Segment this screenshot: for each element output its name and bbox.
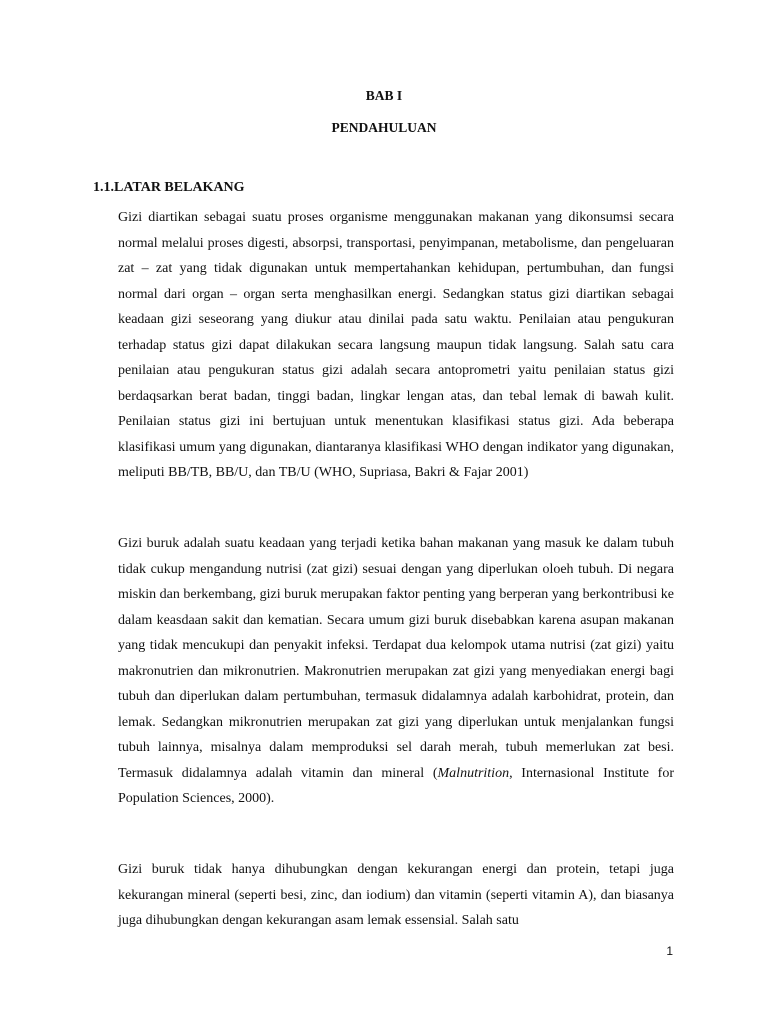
- page-number: 1: [666, 944, 673, 958]
- paragraph-3: Gizi buruk tidak hanya dihubungkan dengan kekurangan energi dan protein, tetapi juga kekurangan mineral (seperti besi, zinc, dan iodium) dan vitamin (seperti vitamin A), dan biasanya juga dihubungkan dengan kekurangan asam lemak essensial. Salah satu: [118, 862, 674, 928]
- chapter-title: PENDAHULUAN: [331, 120, 437, 135]
- paragraph-2-italic-term: Malnutrition: [437, 765, 510, 781]
- paragraph-1: Gizi diartikan sebagai suatu proses organisme menggunakan makanan yang dikonsumsi secara normal melalui proses digesti, absorpsi, transportasi, penyimpanan, metabolisme, dan pengeluaran zat – zat yang tidak digunakan untuk mempertahankan kehidupan, pertumbuhan, dan fungsi normal dari organ – organ serta menghasilkan energi. Sedangkan status gizi diartikan sebagai keadaan gizi seseorang yang diukur atau dinilai pada satu waktu. Penilaian atau pengukuran terhadap status gizi dapat dilakukan secara langsung maupun tidak langsung. Salah satu cara penilaian atau pengukuran status gizi adalah secara antoprometri yaitu penilaian status gizi berdaqsarkan berat badan, tinggi badan, lingkar lengan atas, dan tebal lemak di bawah kulit. Penilaian status gizi ini bertujuan untuk menentukan klasifikasi status gizi. Ada beberapa klasifikasi umum yang digunakan, diantaranya klasifikasi WHO dengan indikator yang digunakan, meliputi BB/TB, BB/U, dan TB/U (WHO, Supriasa, Bakri & Fajar 2001): [118, 210, 674, 480]
- paragraph-2-text-end: , Internasional Institute for Population Sciences, 2000).: [118, 765, 674, 806]
- section-heading: 1.1.LATAR BELAKANG: [93, 180, 245, 195]
- chapter-label: BAB I: [365, 88, 403, 103]
- paragraph-2: [118, 531, 674, 812]
- paragraph-2-text: Gizi buruk adalah suatu keadaan yang terjadi ketika bahan makanan yang masuk ke dalam tubuh tidak cukup mengandung nutrisi (zat gizi) sesuai dengan yang diperlukan oloeh tubuh. Di negara miskin dan berkembang, gizi buruk merupakan faktor penting yang berperan yang berkontribusi ke dalam keasdaan sakit dan kematian. Secara umum gizi buruk disebabkan karena asupan makanan yang tidak mencukupi dan penyakit infeksi. Terdapat dua kelompok utama nutrisi (zat gizi) yaitu makronutrien dan mikronutrien. Makronutrien merupakan zat gizi yang menyediakan energi bagi tubuh dan diperlukan dalam pertumbuhan, termasuk didalamnya adalah karbohidrat, protein, dan lemak. Sedangkan mikronutrien merupakan zat gizi yang diperlukan untuk menjalankan fungsi tubuh lainnya, misalnya dalam memproduksi sel darah merah, tubuh memerlukan zat besi. Termasuk didalamnya adalah vitamin dan mineral (: [118, 536, 674, 781]
